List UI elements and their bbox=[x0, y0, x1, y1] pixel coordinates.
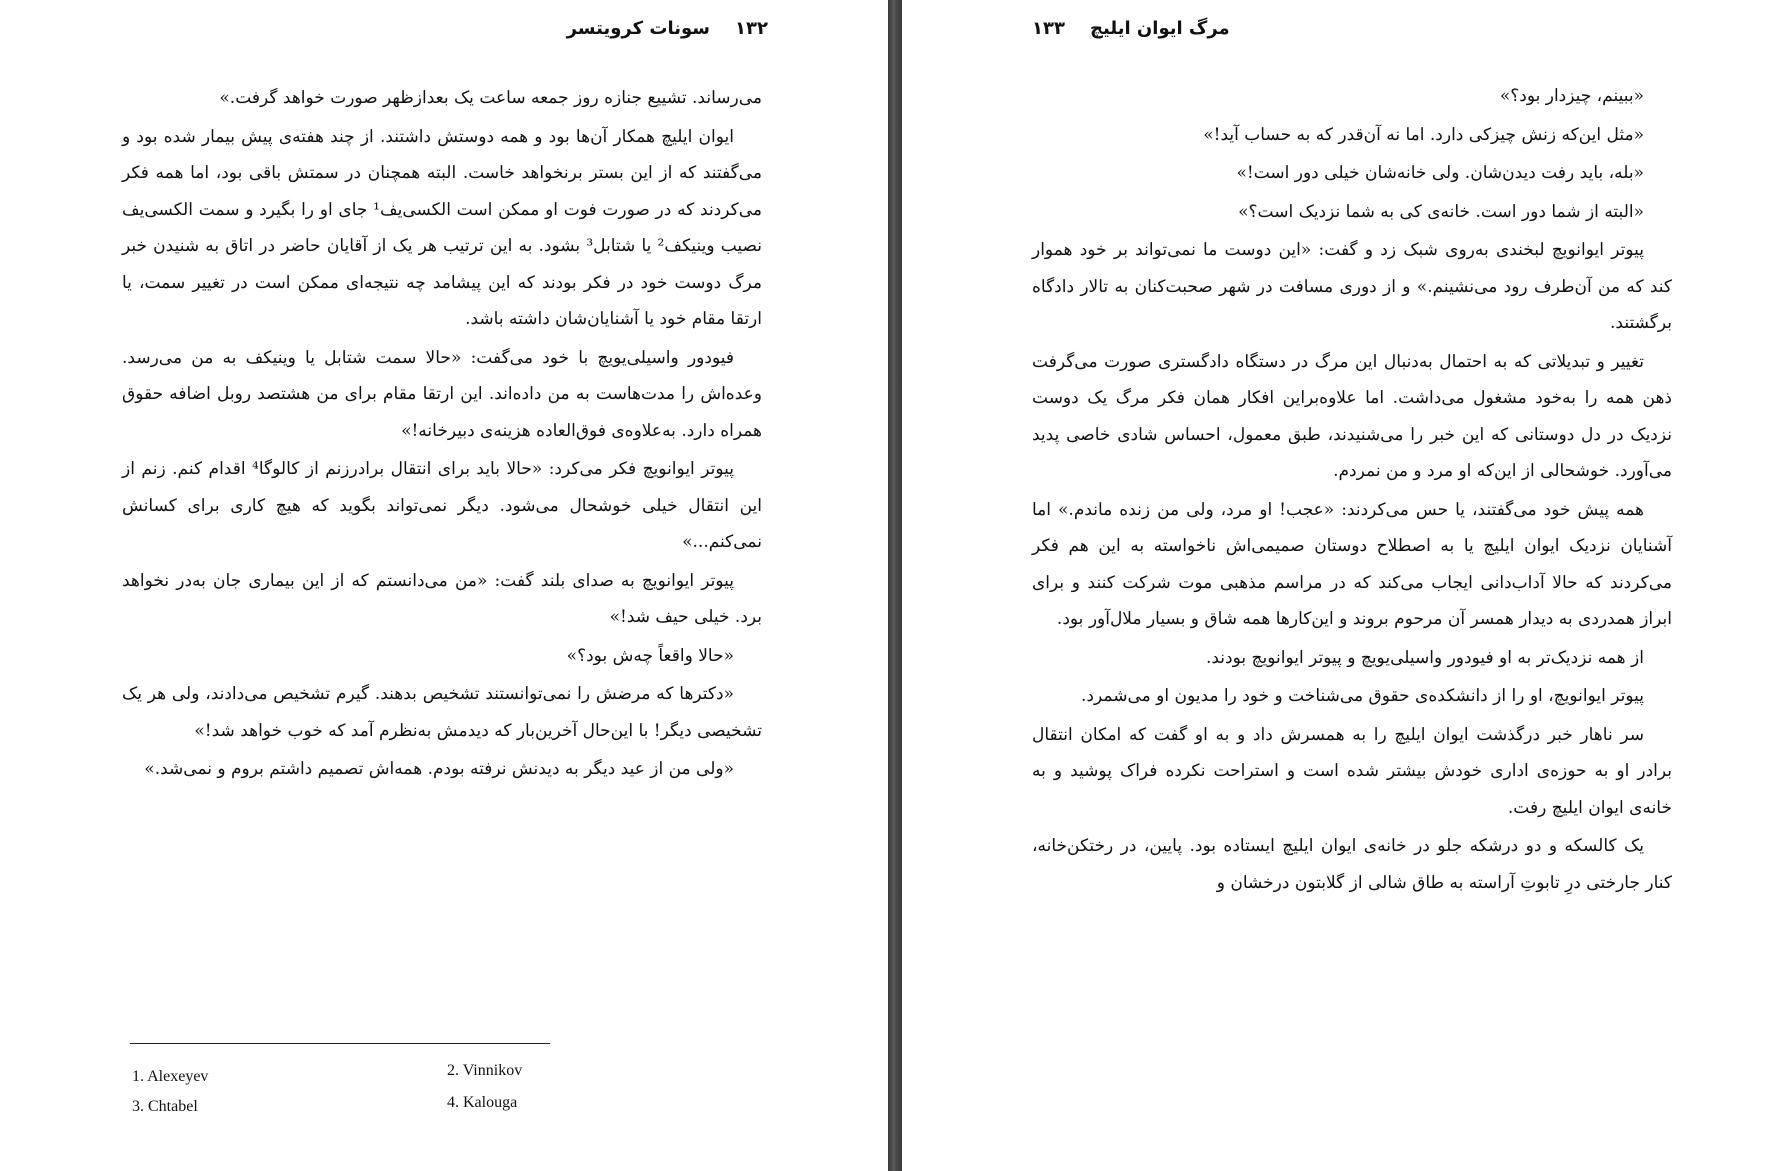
left-page-header bbox=[567, 18, 768, 39]
paragraph: فیودور واسیلی‌یویچ با خود می‌گفت: «حالا سمت شتابل یا وینیکف به من می‌رسد. وعده‌اش را مدت‌هاست به من داده‌اند. این ارتقا مقام برای من هشتصد روبل اضافه حقوق همراه دارد. به‌علاوه‌ی فوق‌العاده هزینه‌ی دبیرخانه!» bbox=[122, 347, 762, 441]
paragraph: «دکترها که مرضش را نمی‌توانستند تشخیص بدهند. گیرم تشخیص می‌دادند، ولی هر یک تشخیصی دیگر! با این‌حال آخرین‌بار که دیدمش به‌نظرم آمد که خوب خواهد شد!» bbox=[122, 684, 762, 741]
paragraph: پیوتر ایوانویچ فکر می‌کرد: «حالا باید برای انتقال برادرزنم از کالوگا⁴ اقدام کنم. زنم از این انتقال خیلی خوشحال می‌شود. دیگر نمی‌تواند بگوید که هیچ کاری برای کسانش نمی‌کنم...» bbox=[122, 459, 762, 552]
paragraph: تغییر و تبدیلاتی که به احتمال به‌دنبال این مرگ در دستگاه دادگستری صورت می‌گرفت ذهن همه را به‌خود مشغول می‌داشت. اما علاوه‌براین افکار همان فکر مرگ یک دوست نزدیک در دل دوستانی که این خبر را می‌شنیدند، طبق معمول، احساس شادی خاصی پدید می‌آورد. خوشحالی از این‌که او مرد و من نمردم. bbox=[1032, 351, 1672, 481]
left-page bbox=[0, 0, 888, 1171]
paragraph: می‌رساند. تشییع جنازه روز جمعه ساعت یک بعدازظهر صورت خواهد گرفت.» bbox=[219, 88, 762, 108]
footnote-1: 1. Alexeyev bbox=[132, 1068, 209, 1085]
footnote-2: 2. Vinnikov bbox=[447, 1062, 523, 1079]
paragraph: «حالا واقعاً چه‌ش بود؟» bbox=[566, 645, 734, 666]
footnote-4: 4. Kalouga bbox=[447, 1094, 518, 1111]
footnote-divider bbox=[130, 1043, 550, 1044]
page-gutter bbox=[888, 0, 902, 1171]
paragraph: سر ناهار خبر درگذشت ایوان ایلیچ را به همسرش داد و به او گفت که امکان انتقال برادر او به حوزه‌ی اداری خودش بیشتر شده است و استراحت نکرده فراک پوشید و به خانه‌ی ایوان ایلیچ رفت. bbox=[1032, 724, 1672, 818]
paragraph: پیوتر ایوانویچ لبخندی به‌روی شبک زد و گفت: «این دوست ما نمی‌تواند بر خود هموار کند که من آن‌طرف رود می‌نشینم.» و از دوری مسافت در شهر صحبت‌کنان به تالار دادگاه برگشتند. bbox=[1032, 240, 1672, 333]
left-page-body bbox=[122, 80, 762, 790]
paragraph: «مثل این‌که زنش چیزکی دارد. اما نه آن‌قدر که به حساب آید!» bbox=[1203, 124, 1644, 145]
paragraph: همه پیش خود می‌گفتند، یا حس می‌کردند: «عجب! او مرد، ولی من زنده ماندم.» اما آشنایان نزدیک ایوان ایلیچ یا به اصطلاح دوستان صمیمی‌اش ناخواسته به این هم فکر می‌کردند که حالا آداب‌دانی ایجاب می‌کند که در مراسم مذهبی موت شرکت کنند و برای ابراز همدردی به دیدار همسر آن مرحوم بروند و این‌کارها همه شاق و بسیار ملال‌آور بود. bbox=[1032, 499, 1672, 629]
footnote-3: 3. Chtabel bbox=[132, 1098, 198, 1115]
paragraph: «بله، باید رفت دیدن‌شان. ولی خانه‌شان خیلی دور است!» bbox=[1236, 163, 1644, 183]
left-page-number: ۱۳۲ bbox=[735, 18, 768, 39]
left-running-title: سونات کرویتسر bbox=[566, 18, 710, 39]
right-page bbox=[902, 0, 1789, 1171]
paragraph: از همه نزدیک‌تر به او فیودور واسیلی‌یویچ و پیوتر ایوانویچ بودند. bbox=[1205, 647, 1644, 668]
right-page-body bbox=[1032, 78, 1672, 903]
right-page-number: ۱۳۳ bbox=[1032, 18, 1065, 39]
right-page-header bbox=[1032, 18, 1230, 39]
paragraph: پیوتر ایوانویچ به صدای بلند گفت: «من می‌دانستم که از این بیماری جان به‌در نخواهد برد. خیلی حیف شد!» bbox=[122, 570, 762, 627]
paragraph: «البته از شما دور است. خانه‌ی کی به شما نزدیک است؟» bbox=[1238, 201, 1644, 222]
paragraph: «ولی من از عید دیگر به دیدنش نرفته بودم. همه‌اش تصمیم داشتم بروم و نمی‌شد.» bbox=[144, 759, 734, 779]
right-running-title: مرگ ایوان ایلیچ bbox=[1090, 18, 1230, 39]
paragraph: پیوتر ایوانویچ، او را از دانشکده‌ی حقوق می‌شناخت و خود را مدیون او می‌شمرد. bbox=[1081, 686, 1644, 706]
paragraph: «ببینم، چیزدار بود؟» bbox=[1499, 86, 1644, 106]
paragraph: یک کالسکه و دو درشکه جلو در خانه‌ی ایوان ایلیچ ایستاده بود. پایین، در رختکن‌خانه، کنار جارختی درِ تابوتِ آراسته به طاق شالی از گلابتون درخشان و bbox=[1032, 836, 1672, 893]
paragraph: ایوان ایلیچ همکار آن‌ها بود و همه دوستش داشتند. از چند هفته‌ی پیش بیمار شده بود و می‌گفتند که از این بستر برنخواهد خاست. البته همچنان در سمتش باقی بود، اما همه فکر می‌کردند که در صورت فوت او ممکن است الکسی‌یف¹ جای او را بگیرد و سمت الکسی‌یف نصیب وینیکف² یا شتابل³ بشود. به این ترتیب هر یک از آقایان حاضر در اتاق به شنیدن خبر مرگ دوست خود در فکر بودند که این پیشامد چه نتیجه‌ای ممکن است در تغییر سمت، یا ارتقا مقام خود یا آشنایان‌شان داشته باشد. bbox=[122, 126, 762, 329]
